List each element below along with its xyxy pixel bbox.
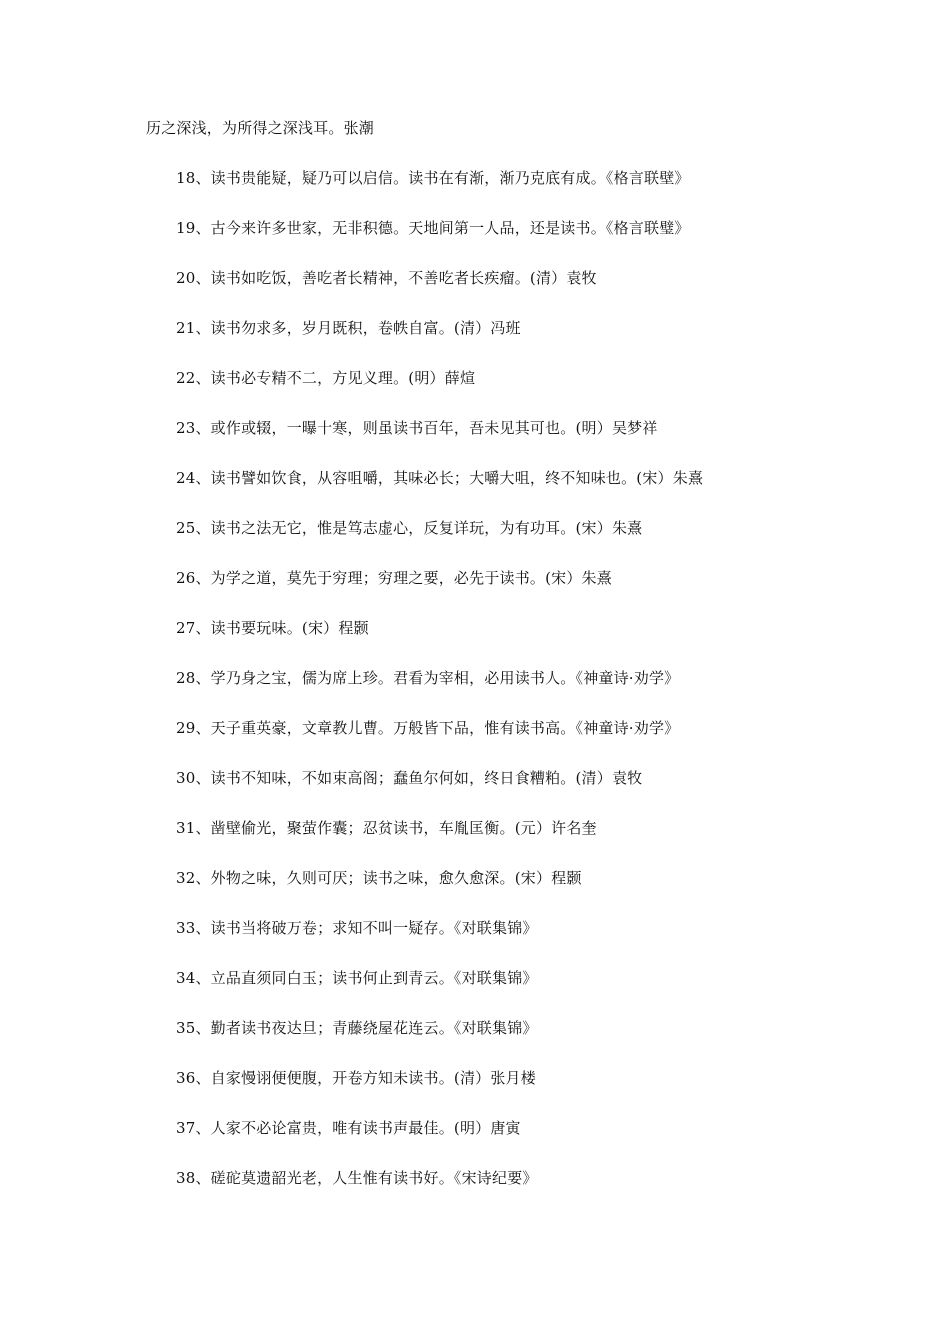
quote-item-38: 38、磋砣莫遗韶光老，人生惟有读书好。《宋诗纪要》 — [176, 1169, 538, 1187]
quote-item-18: 18、读书贵能疑，疑乃可以启信。读书在有渐，渐乃克底有成。《格言联壁》 — [176, 169, 690, 187]
quote-item-31: 31、凿壁偷光，聚萤作囊；忍贫读书，车胤匡衡。(元）许名奎 — [176, 819, 597, 837]
quote-item-35: 35、勤者读书夜达旦；青藤绕屋花连云。《对联集锦》 — [176, 1019, 538, 1037]
quote-item-24: 24、读书譬如饮食，从容咀嚼，其味必长；大嚼大咀，终不知味也。(宋）朱熹 — [176, 469, 704, 487]
quote-item-27: 27、读书要玩味。(宋）程颢 — [176, 619, 369, 637]
continuation-text: 历之深浅，为所得之深浅耳。张潮 — [146, 119, 375, 137]
quote-item-28: 28、学乃身之宝，儒为席上珍。君看为宰相，必用读书人。《神童诗·劝学》 — [176, 669, 680, 687]
quote-item-22: 22、读书必专精不二，方见义理。(明）薛煊 — [176, 369, 476, 387]
quote-item-33: 33、读书当将破万卷；求知不叫一疑存。《对联集锦》 — [176, 919, 538, 937]
quote-item-36: 36、自家慢诩便便腹，开卷方知未读书。(清）张月楼 — [176, 1069, 536, 1087]
quote-item-30: 30、读书不知味，不如束高阁；蠢鱼尔何如，终日食糟粕。(清）袁牧 — [176, 769, 643, 787]
quote-item-25: 25、读书之法无它，惟是笃志虚心，反复详玩，为有功耳。(宋）朱熹 — [176, 519, 643, 537]
quote-item-37: 37、人家不必论富贵，唯有读书声最佳。(明）唐寅 — [176, 1119, 521, 1137]
quote-item-32: 32、外物之味，久则可厌；读书之味，愈久愈深。(宋）程颢 — [176, 869, 582, 887]
quote-item-19: 19、古今来许多世家，无非积德。天地间第一人品，还是读书。《格言联璧》 — [176, 219, 690, 237]
quote-item-34: 34、立品直须同白玉；读书何止到青云。《对联集锦》 — [176, 969, 538, 987]
quote-item-21: 21、读书勿求多，岁月既积，卷帙自富。(清）冯班 — [176, 319, 521, 337]
quote-item-20: 20、读书如吃饭，善吃者长精神，不善吃者长疾瘤。(清）袁牧 — [176, 269, 597, 287]
quote-item-26: 26、为学之道，莫先于穷理；穷理之要，必先于读书。(宋）朱熹 — [176, 569, 612, 587]
quote-item-29: 29、天子重英豪，文章教儿曹。万般皆下品，惟有读书高。《神童诗·劝学》 — [176, 719, 680, 737]
quote-list — [176, 168, 703, 1218]
quote-item-23: 23、或作或辍，一曝十寒，则虽读书百年，吾未见其可也。(明）吴梦祥 — [176, 419, 658, 437]
